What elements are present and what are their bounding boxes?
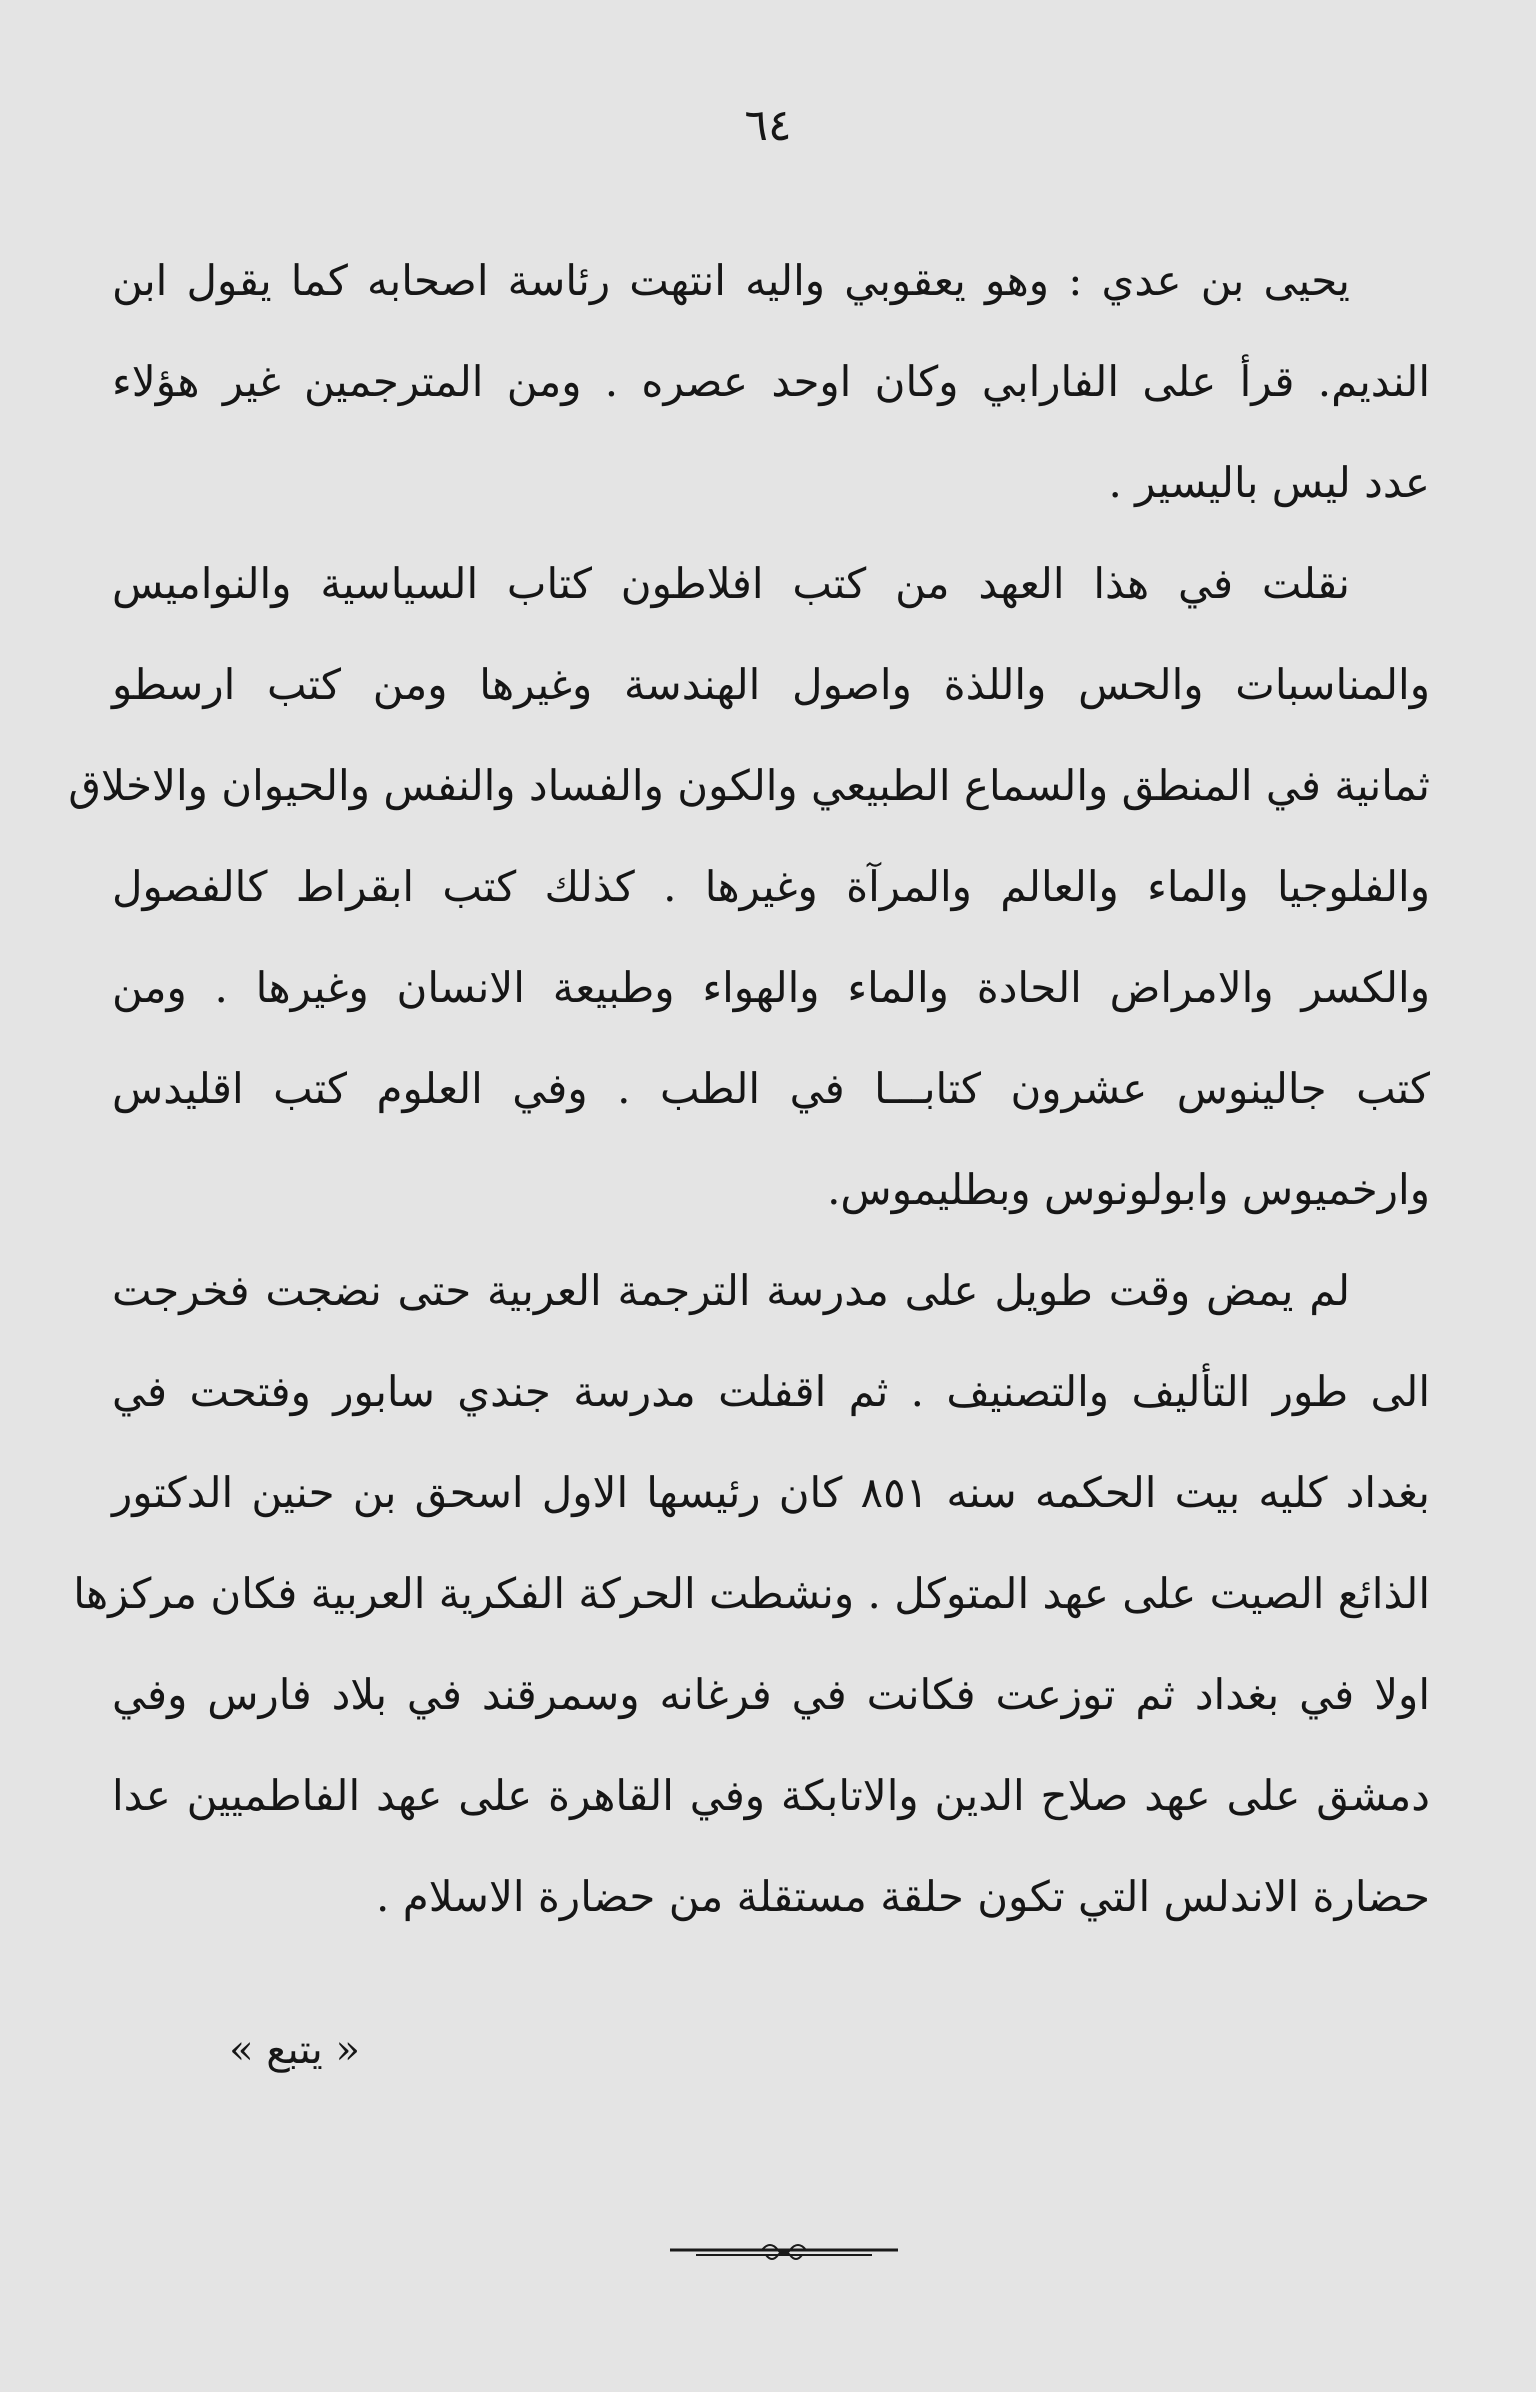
text-line: ثمانية في المنطق والسماع الطبيعي والكون والفساد والنفس والحيوان والاخلاق <box>68 761 1430 810</box>
text-line: يحيى بن عدي : وهو يعقوبي واليه انتهت رئاسة اصحابه كما يقول ابن <box>112 256 1350 305</box>
continued-text: « يتبع » <box>229 2027 360 2073</box>
text-line: لم يمض وقت طويل على مدرسة الترجمة العربية حتى نضجت فخرجت <box>112 1266 1350 1315</box>
paragraph-2 <box>68 533 1430 1240</box>
text-line: النديم. قرأ على الفارابي وكان اوحد عصره . ومن المترجمين غير هؤلاء <box>112 357 1430 406</box>
page-number: ٦٤ <box>744 100 792 151</box>
continued-label <box>0 2020 360 2080</box>
text-line: الى طور التأليف والتصنيف . ثم اقفلت مدرسة جندي سابور وفتحت في <box>112 1367 1430 1416</box>
text-line: والفلوجيا والماء والعالم والمرآة وغيرها . كذلك كتب ابقراط كالفصول <box>112 862 1430 911</box>
text-line: حضارة الاندلس التي تكون حلقة مستقلة من حضارة الاسلام . <box>376 1872 1430 1921</box>
paragraph-3 <box>73 1240 1430 1947</box>
text-line: وارخميوس وابولونوس وبطليموس. <box>827 1165 1430 1214</box>
body-text <box>68 230 1430 1947</box>
text-line: والكسر والامراض الحادة والماء والهواء وطبيعة الانسان وغيرها . ومن <box>112 963 1430 1012</box>
text-line: بغداد كليه بيت الحكمه سنه ٨٥١ كان رئيسها الاول اسحق بن حنين الدكتور <box>112 1468 1430 1517</box>
text-line: اولا في بغداد ثم توزعت فكانت في فرغانه وسمرقند في بلاد فارس وفي <box>112 1670 1430 1719</box>
text-line: كتب جالينوس عشرون كتابـــا في الطب . وفي العلوم كتب اقليدس <box>112 1064 1430 1113</box>
text-line: نقلت في هذا العهد من كتب افلاطون كتاب السياسية والنواميس <box>112 559 1350 608</box>
text-line: والمناسبات والحس واللذة واصول الهندسة وغيرها ومن كتب ارسطو <box>112 660 1430 709</box>
text-line: عدد ليس باليسير . <box>1108 458 1430 507</box>
text-line: الذائع الصيت على عهد المتوكل . ونشطت الحركة الفكرية العربية فكان مركزها <box>73 1569 1430 1618</box>
end-ornament-icon <box>666 2238 902 2268</box>
text-line: دمشق على عهد صلاح الدين والاتابكة وفي القاهرة على عهد الفاطميين عدا <box>112 1771 1430 1820</box>
paragraph-1 <box>112 230 1430 533</box>
